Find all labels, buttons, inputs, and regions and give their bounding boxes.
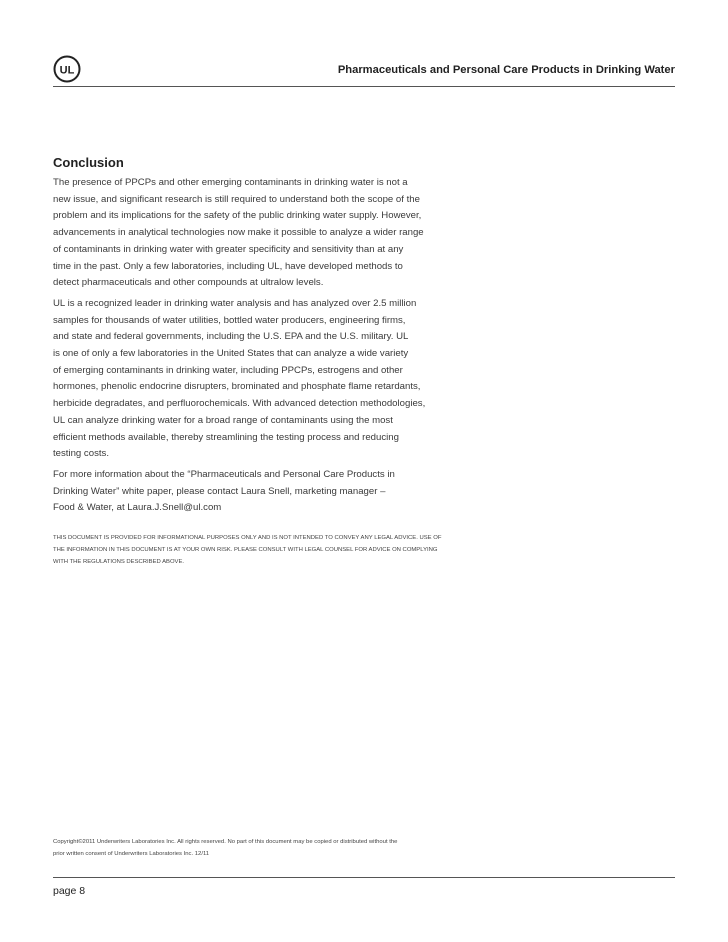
logo-text: UL (59, 64, 75, 77)
text-line: For more information about the “Pharmaceuticals and Personal Care Products in (53, 468, 395, 480)
header-divider (53, 86, 675, 87)
text-line: of emerging contaminants in drinking water, including PPCPs, estrogens and other (53, 364, 403, 376)
copyright-line: prior written consent of Underwriters Laboratories Inc. 12/11 (53, 850, 210, 857)
section-heading: Conclusion (53, 155, 124, 170)
text-line: is one of only a few laboratories in the United States that can analyze a wide variety (53, 348, 409, 360)
text-line: herbicide degradates, and perfluorochemicals. With advanced detection methodologies, (53, 398, 426, 410)
text-line: UL is a recognized leader in drinking water analysis and has analyzed over 2.5 million (53, 297, 417, 309)
ul-logo-icon (53, 55, 81, 83)
document-title: Pharmaceuticals and Personal Care Products in Drinking Water (337, 64, 675, 76)
text-line: hormones, phenolic endocrine disrupters, brominated and phosphate flame retardants, (53, 381, 421, 393)
text-line: samples for thousands of water utilities, bottled water producers, engineering firms, (53, 314, 406, 326)
text-line: testing costs. (53, 448, 109, 460)
disclaimer-line: THIS DOCUMENT IS PROVIDED FOR INFORMATIONAL PURPOSES ONLY AND IS NOT INTENDED TO CONVEY ANY LEGAL ADVICE. USE OF (53, 535, 442, 542)
footer-divider (53, 877, 675, 878)
text-line: and state and federal governments, including the U.S. EPA and the U.S. military. UL (53, 331, 409, 343)
main-content (53, 154, 463, 569)
disclaimer-line: WITH THE REGULATIONS DESCRIBED ABOVE. (53, 559, 185, 566)
text-line: advancements in analytical technologies now make it possible to analyze a wider range (53, 227, 424, 239)
paragraph-2 (53, 296, 463, 463)
disclaimer-line: THE INFORMATION IN THIS DOCUMENT IS AT YOUR OWN RISK. PLEASE CONSULT WITH LEGAL COUNSEL FOR ADVICE ON COMPLYING (53, 547, 438, 554)
text-line: time in the past. Only a few laboratories, including UL, have developed methods to (53, 260, 403, 272)
copyright-line: Copyright©2011 Underwriters Laboratories Inc. All rights reserved. No part of this document may be copied or distributed without the (53, 839, 398, 845)
text-line: detect pharmaceuticals and other compounds at ultralow levels. (53, 277, 324, 289)
text-line: The presence of PPCPs and other emerging contaminants in drinking water is not a (53, 177, 408, 188)
legal-disclaimer (53, 532, 463, 569)
text-line: efficient methods available, thereby streamlining the testing process and reducing (53, 431, 399, 443)
text-line: UL can analyze drinking water for a broad range of contaminants using the most (53, 414, 393, 426)
paragraph-1 (53, 175, 463, 292)
text-line: Drinking Water” white paper, please contact Laura Snell, marketing manager – (53, 485, 386, 497)
paragraph-3 (53, 467, 463, 517)
page-number: page 8 (53, 885, 86, 897)
text-line: new issue, and significant research is still required to understand both the scope of the (53, 193, 420, 205)
text-line: problem and its implications for the safety of the public drinking water supply. However, (53, 210, 422, 222)
text-line: Food & Water, at Laura.J.Snell@ul.com (53, 502, 222, 514)
copyright-notice (53, 837, 397, 860)
text-line: of contaminants in drinking water with greater specificity and sensitivity than at any (53, 243, 404, 255)
